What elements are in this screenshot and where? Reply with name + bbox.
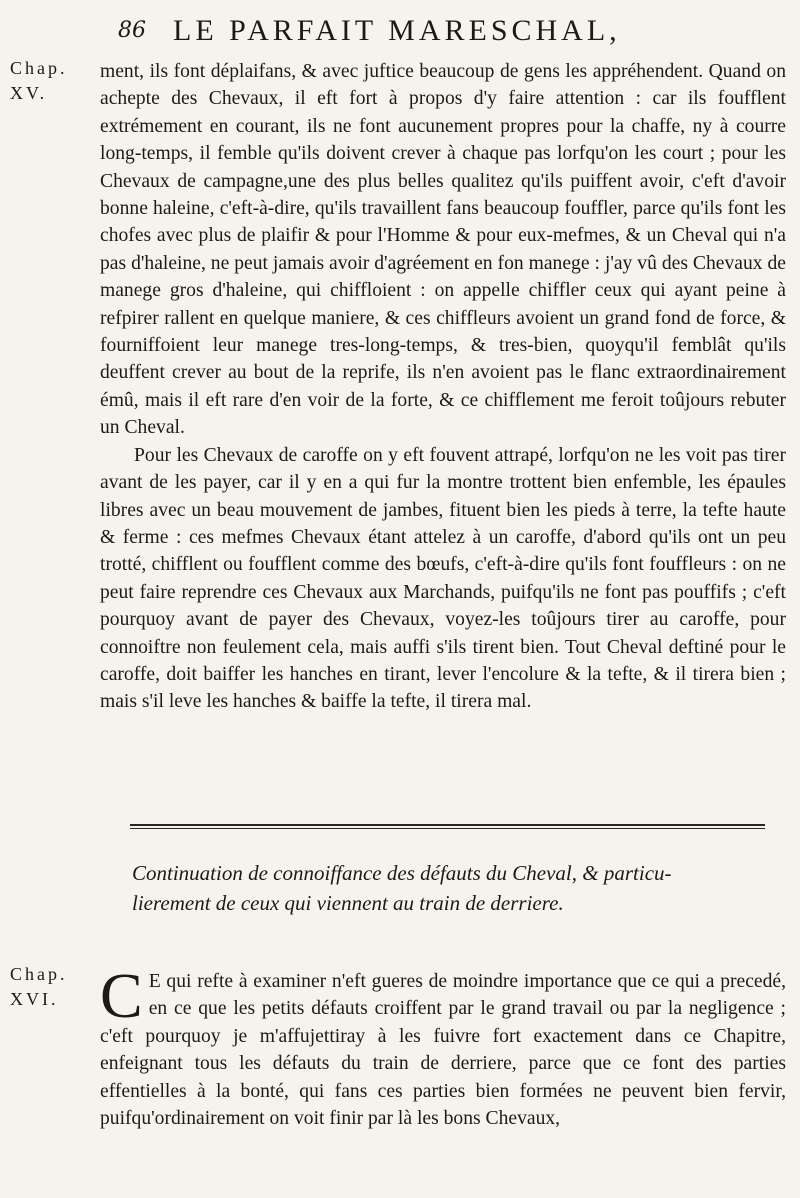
margin-note-number: XVI. (10, 989, 59, 1009)
page-header (118, 14, 718, 54)
paragraph-2: Pour les Chevaux de caroffe on y eft fouvent attrapé, lorfqu'on ne les voit pas tirer avant de les payer, car il y en a qui fur la montre trottent bien enfemble, les épaules libres avec un beau mouvement de jambes, fituent bien les pieds à terre, la tefte haute & ferme : ces mefmes Chevaux étant attelez à un caroffe, d'abord qu'ils ont un peu trotté, chifflent ou foufflent comme des bœufs, c'eft-à-dire qu'ils font fouffleurs : on ne peut faire reprendre ces Chevaux aux Marchands, puifqu'ils ne font pas pouffifs ; c'eft pourquoy avant de payer des Chevaux, voyez-les toûjours tirer au caroffe, pour connoiftre non feulement cela, mais auffi s'ils tirent bien. Tout Cheval deftiné pour le caroffe, doit baiffer les hanches en tirant, lever l'encolure & la tefte, & il tirera bien ; mais s'il leve les hanches & baiffe la tefte, il tirera mal. (100, 444, 786, 713)
drop-cap: C (100, 960, 143, 1031)
margin-note-number: XV. (10, 83, 48, 103)
section-1-text (100, 58, 786, 716)
margin-note-chap-16 (10, 962, 68, 1012)
section-divider (130, 824, 765, 826)
chapter-title-line-2: lierement de ceux qui viennent au train de derriere. (132, 891, 564, 915)
paragraph-1: ment, ils font déplaifans, & avec juftice beaucoup de gens les appréhendent. Quand on achepte des Chevaux, il eft fort à propos d'y faire attention : car ils foufflent extrémement en courant, ils ne font aucunement propres pour la chaffe, ny à courre long-temps, il femble qu'ils doivent crever à chaque pas lorfqu'on les court ; pour les Chevaux de campagne,une des plus belles qualitez qu'ils puiffent avoir, c'eft d'avoir bonne haleine, c'eft-à-dire, qu'ils travaillent fans beaucoup fouffler, parce qu'ils font les chofes avec plus de plaifir & pour l'Homme & pour eux-mefmes, & un Cheval qui n'a pas d'haleine, ne peut jamais avoir d'agréement en fon manege : j'ay vû des Chevaux de manege gros d'haleine, qui chiffloient : on appelle chiffler ceux qui ayant peine à refpirer rallent en quelque maniere, & ces chiffleurs avoient un grand fond de force, & fourniffoient leur manege tres-long-temps, & tres-bien, quoyqu'il femblât qu'ils deuffent crever au bout de la reprife, ils n'en avoient pas le flanc extraordinairement émû, mais il eft rare d'en voir de la forte, & ce chifflement me feroit toûjours rebuter un Cheval. (100, 61, 786, 439)
chapter-title-line-1: Continuation de connoiffance des défauts du Cheval, & particu- (132, 861, 672, 885)
chapter-title (132, 858, 772, 918)
margin-note-chap-15 (10, 56, 68, 106)
margin-note-label: Chap. (10, 964, 68, 984)
paragraph-3: E qui refte à examiner n'eft gueres de moindre importance que ce qui a precedé, en ce que les petits défauts croiffent par le grand travail ou par la negligence ; c'eft pourquoy je m'affujettiray à les fuivre fort exactement dans ce Chapitre, enfeignant tous les défauts du train de derriere, parce que ce font des parties effentielles à la bonté, qui fans ces parties bien formées ne peuvent bien fervir, puifqu'ordinairement on voit finir par là les bons Chevaux, (100, 971, 786, 1130)
section-divider-thin (130, 828, 765, 829)
section-2-text (100, 960, 786, 1132)
margin-note-label: Chap. (10, 58, 68, 78)
running-head: LE PARFAIT MARESCHAL, (173, 14, 621, 47)
page-number: 86 (118, 18, 146, 43)
